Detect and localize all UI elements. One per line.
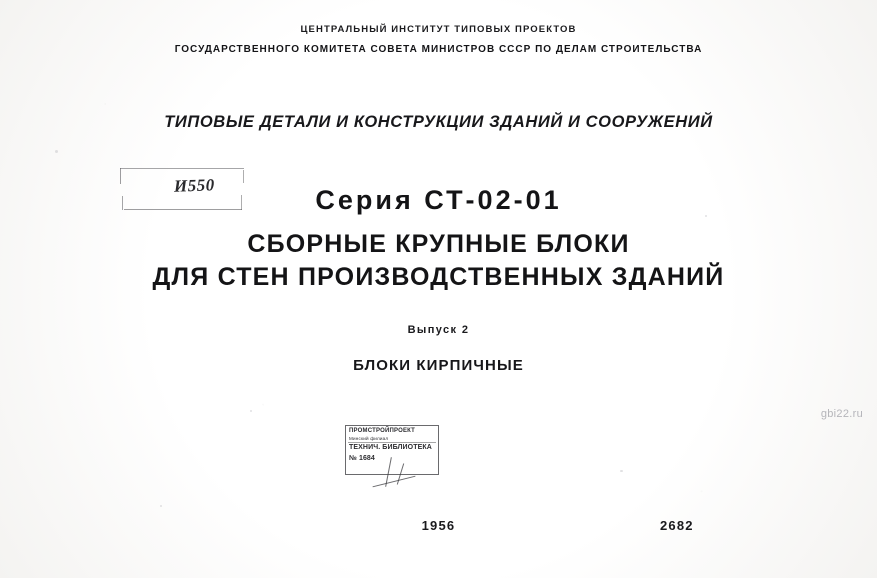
- document-code: 2682: [660, 518, 694, 533]
- library-stamp-line-1: ПРОМСТРОЙПРОЕКТ: [349, 428, 416, 434]
- scan-speck: [160, 505, 162, 507]
- library-stamp-line-2: Минский филиал: [349, 436, 389, 441]
- issue-title: БЛОКИ КИРПИЧНЫЕ: [353, 357, 524, 374]
- document-title-line-2: ДЛЯ СТЕН ПРОИЗВОДСТВЕННЫХ ЗДАНИЙ: [152, 263, 725, 291]
- scan-speck: [620, 470, 623, 472]
- institute-line-1: ЦЕНТРАЛЬНЫЙ ИНСТИТУТ ТИПОВЫХ ПРОЕКТОВ: [300, 24, 577, 35]
- library-stamp-line-4: № 1684: [349, 455, 375, 462]
- issue-label: Выпуск 2: [407, 324, 470, 336]
- library-stamp-line-3: ТЕХНИЧ. БИБЛИОТЕКА: [349, 444, 432, 451]
- scan-speck: [250, 410, 252, 412]
- publication-year: 1956: [421, 518, 456, 533]
- series-number: Серия СТ-02-01: [315, 185, 562, 215]
- scan-speck: [55, 150, 58, 153]
- watermark-text: gbi22.ru: [820, 408, 863, 420]
- handwritten-scrawl: [370, 455, 430, 489]
- document-title-line-1: СБОРНЫЕ КРУПНЫЕ БЛОКИ: [247, 230, 630, 258]
- institute-line-2: ГОСУДАРСТВЕННОГО КОМИТЕТА СОВЕТА МИНИСТРОВ СССР ПО ДЕЛАМ СТРОИТЕЛЬСТВА: [174, 44, 703, 55]
- series-kind-subtitle: ТИПОВЫЕ ДЕТАЛИ И КОНСТРУКЦИИ ЗДАНИЙ И СООРУЖЕНИЙ: [164, 113, 713, 131]
- library-stamp-divider: [348, 442, 436, 443]
- inventory-number: И550: [173, 175, 216, 196]
